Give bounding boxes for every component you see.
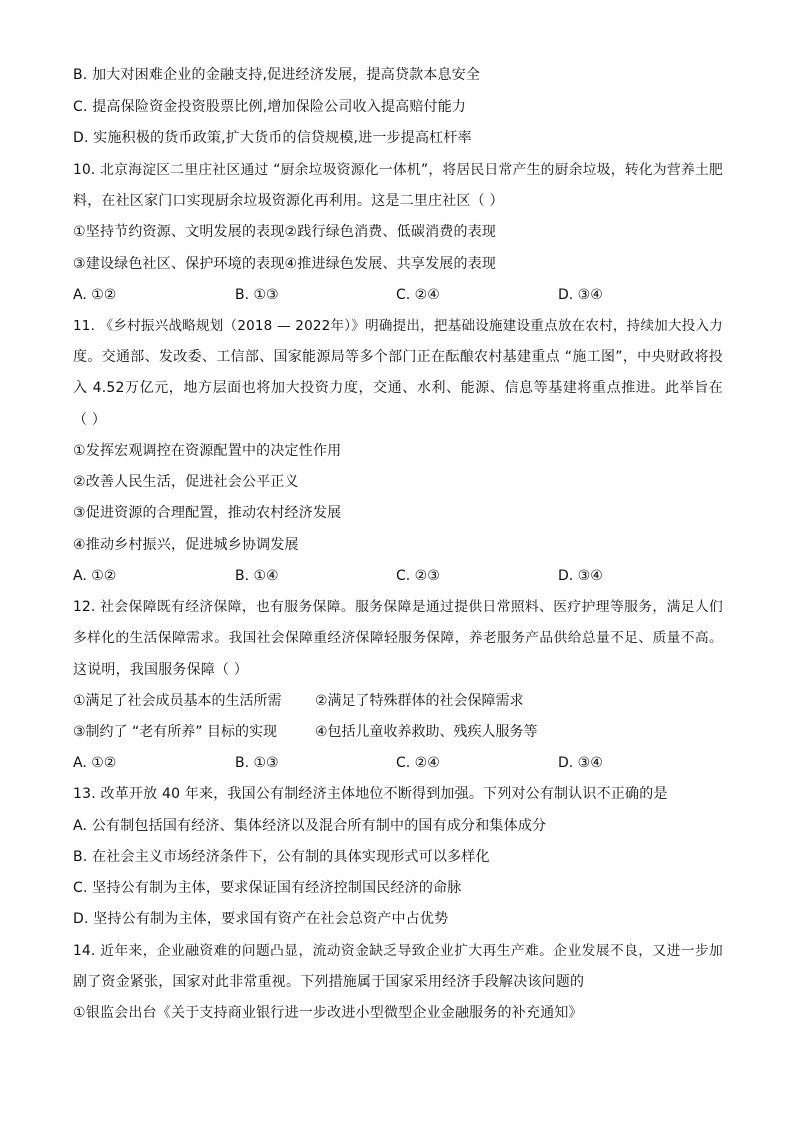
q13-option-c: C. 坚持公有制为主体，要求保证国有经济控制国民经济的命脉 <box>73 880 462 896</box>
q13-option-d: D. 坚持公有制为主体，要求国有资产在社会总资产中占优势 <box>73 911 449 927</box>
q12-option-a: A. ①② <box>73 755 117 771</box>
q12-option-d: D. ③④ <box>558 755 603 771</box>
q12-item-4: ④包括儿童收养救助、残疾人服务等 <box>315 724 538 740</box>
q12-stem-line-2: 多样化的生活保障需求。我国社会保障重经济保障轻服务保障，养老服务产品供给总量不足、质量不高。 <box>73 630 723 646</box>
q12-item-1: ①满足了社会成员基本的生活所需 <box>73 693 282 709</box>
q10-stem-line-2: 料，在社区家门口实现厨余垃圾资源化再利用。这是二里庄社区（ ） <box>73 193 504 209</box>
q11-stem-line-4: （ ） <box>73 412 107 428</box>
q11-item-3: ③促进资源的合理配置，推动农村经济发展 <box>73 505 342 521</box>
q12-option-c: C. ②④ <box>396 755 440 771</box>
q11-item-4: ④推动乡村振兴，促进城乡协调发展 <box>73 537 299 553</box>
q11-item-2: ②改善人民生活，促进社会公平正义 <box>73 474 299 490</box>
q12-stem-line-3: 这说明，我国服务保障（ ） <box>73 662 249 678</box>
q11-stem-line-2: 度。交通部、发改委、工信部、国家能源局等多个部门正在酝酿农村基建重点 “施工图”，中央财政将投 <box>73 349 723 365</box>
q11-option-a: A. ①② <box>73 568 117 584</box>
q12-item-2: ②满足了特殊群体的社会保障需求 <box>315 693 524 709</box>
q12-stem-line-1: 12. 社会保障既有经济保障，也有服务保障。服务保障是通过提供日常照料、医疗护理等服务，满足人们 <box>73 599 723 615</box>
q11-item-1: ①发挥宏观调控在资源配置中的决定性作用 <box>73 443 342 459</box>
q13-option-a: A. 公有制包括国有经济、集体经济以及混合所有制中的国有成分和集体成分 <box>73 818 547 834</box>
q11-option-c: C. ②③ <box>396 568 440 584</box>
q10-items-1-2: ①坚持节约资源、文明发展的表现②践行绿色消费、低碳消费的表现 <box>73 224 497 240</box>
q11-option-d: D. ③④ <box>558 568 603 584</box>
q10-option-c: C. ②④ <box>396 287 440 303</box>
q14-stem-line-1: 14. 近年来，企业融资难的问题凸显，流动资金缺乏导致企业扩大再生产难。企业发展不良，又进一步加 <box>73 943 723 959</box>
q14-item-1: ①银监会出台《关于支持商业银行进一步改进小型微型企业金融服务的补充通知》 <box>73 1005 583 1021</box>
q11-stem-line-3: 入 4.52万亿元，地方层面也将加大投资力度，交通、水利、能源、信息等基建将重点推进。此举旨在 <box>73 380 723 396</box>
q11-stem-line-1: 11. 《乡村振兴战略规划（2018 — 2022年）》明确提出，把基础设施建设重点放在农村，持续加大投入力 <box>73 318 723 334</box>
q12-option-b: B. ①③ <box>235 755 279 771</box>
q10-option-a: A. ①② <box>73 287 117 303</box>
q13-stem: 13. 改革开放 40 年来，我国公有制经济主体地位不断得到加强。下列对公有制认识不正确的是 <box>73 786 668 802</box>
q14-stem-line-2: 剧了资金紧张，国家对此非常重视。下列措施属于国家采用经济手段解决该问题的 <box>73 974 585 990</box>
q12-item-3: ③制约了 “老有所养” 目标的实现 <box>73 724 277 740</box>
q9-option-d: D. 实施积极的货币政策,扩大货币的信贷规模,进一步提高杠杆率 <box>73 130 472 146</box>
q10-option-d: D. ③④ <box>558 287 603 303</box>
q11-option-b: B. ①④ <box>235 568 279 584</box>
q9-option-c: C. 提高保险资金投资股票比例,增加保险公司收入提高赔付能力 <box>73 99 467 115</box>
q13-option-b: B. 在社会主义市场经济条件下，公有制的具体实现形式可以多样化 <box>73 849 490 865</box>
q10-stem-line-1: 10. 北京海淀区二里庄社区通过 “厨余垃圾资源化一体机”，将居民日常产生的厨余垃圾，转化为营养土肥 <box>73 162 723 178</box>
q10-option-b: B. ①③ <box>235 287 279 303</box>
q9-option-b: B. 加大对困难企业的金融支持,促进经济发展，提高贷款本息安全 <box>73 67 481 83</box>
q10-items-3-4: ③建设绿色社区、保护环境的表现④推进绿色发展、共享发展的表现 <box>73 256 497 272</box>
